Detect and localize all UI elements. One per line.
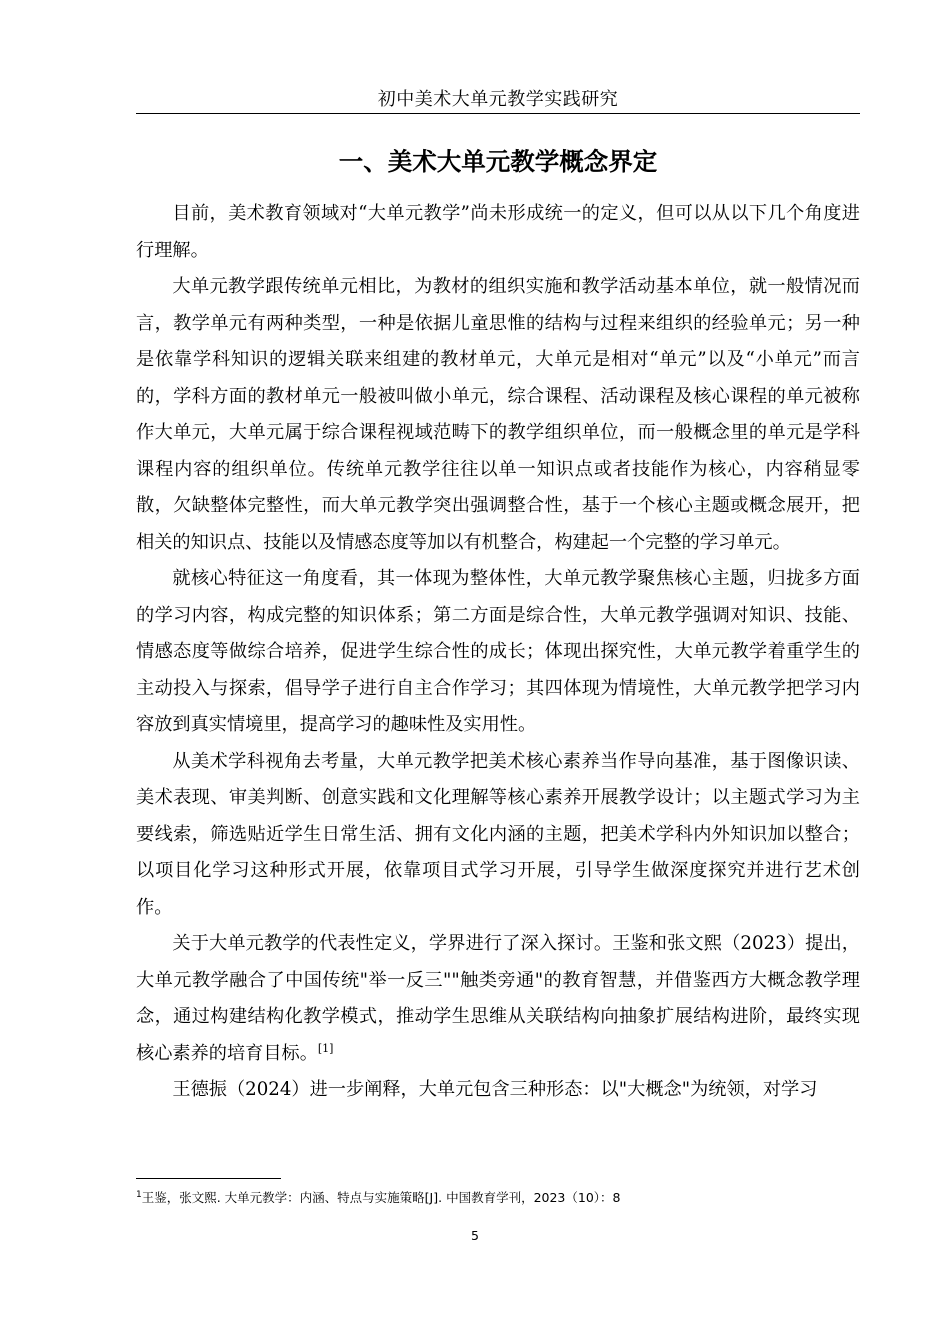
paragraph	[136, 926, 860, 1072]
paragraph: 目前，美术教育领域对“大单元教学”尚未形成统一的定义，但可以从以下几个角度进行理解。	[136, 203, 860, 261]
paragraph: 大单元教学跟传统单元相比，为教材的组织实施和教学活动基本单位，就一般情况而言，教学单元有两种类型，一种是依据儿童思惟的结构与过程来组织的经验单元；另一种是依靠学科知识的逻辑关联来组建的教材单元，大单元是相对“单元”以及“小单元”而言的，学科方面的教材单元一般被叫做小单元，综合课程、活动课程及核心课程的单元被称作大单元，大单元属于综合课程视域范畴下的教学组织单位，而一般概念里的单元是学科课程内容的组织单位。传统单元教学往往以单一知识点或者技能作为核心，内容稍显零散，欠缺整体完整性，而大单元教学突出强调整合性，基于一个核心主题或概念展开，把相关的知识点、技能以及情感态度等加以有机整合，构建起一个完整的学习单元。	[136, 276, 860, 553]
paragraph: 就核心特征这一角度看，其一体现为整体性，大单元教学聚焦核心主题，归拢多方面的学习内容，构成完整的知识体系；第二方面是综合性，大单元教学强调对知识、技能、情感态度等做综合培养，促进学生综合性的成长；体现出探究性，大单元教学着重学生的主动投入与探索，倡导学子进行自主合作学习；其四体现为情境性，大单元教学把学习内容放到真实情境里，提高学习的趣味性及实用性。	[136, 568, 860, 735]
running-header: 初中美术大单元教学实践研究	[377, 89, 619, 110]
footnote-marker: 1	[136, 1189, 142, 1200]
paragraph: 从美术学科视角去考量，大单元教学把美术核心素养当作导向基准，基于图像识读、美术表现、审美判断、创意实践和文化理解等核心素养开展教学设计；以主题式学习为主要线索，筛选贴近学生日常生活、拥有文化内涵的主题，把美术学科内外知识加以整合；以项目化学习这种形式开展，依靠项目式学习开展，引导学生做深度探究并进行艺术创作。	[136, 750, 860, 918]
section-heading: 一、美术大单元教学概念界定	[338, 147, 658, 176]
paragraph: 王德振（2024）进一步阐释，大单元包含三种形态：以"大概念"为统领，对学习	[172, 1079, 818, 1100]
footnote	[136, 1188, 860, 1208]
footnote-rule	[136, 1178, 281, 1179]
footnote-text: 王鉴，张文熙. 大单元教学：内涵、特点与实施策略[J]. 中国教育学刊，2023（10）：8	[141, 1190, 621, 1205]
paragraph-text: 关于大单元教学的代表性定义，学界进行了深入探讨。王鉴和张文熙（2023）提出，大单元教学融合了中国传统"举一反三""触类旁通"的教育智慧，并借鉴西方大概念教学理念，通过构建结构化教学模式，推动学生思维从关联结构向抽象扩展结构进阶，最终实现核心素养的培育目标。	[136, 933, 860, 1064]
body-text	[136, 196, 860, 1109]
citation-marker[interactable]: [1]	[317, 1041, 334, 1055]
header-rule	[136, 113, 860, 114]
page-number: 5	[471, 1228, 479, 1243]
